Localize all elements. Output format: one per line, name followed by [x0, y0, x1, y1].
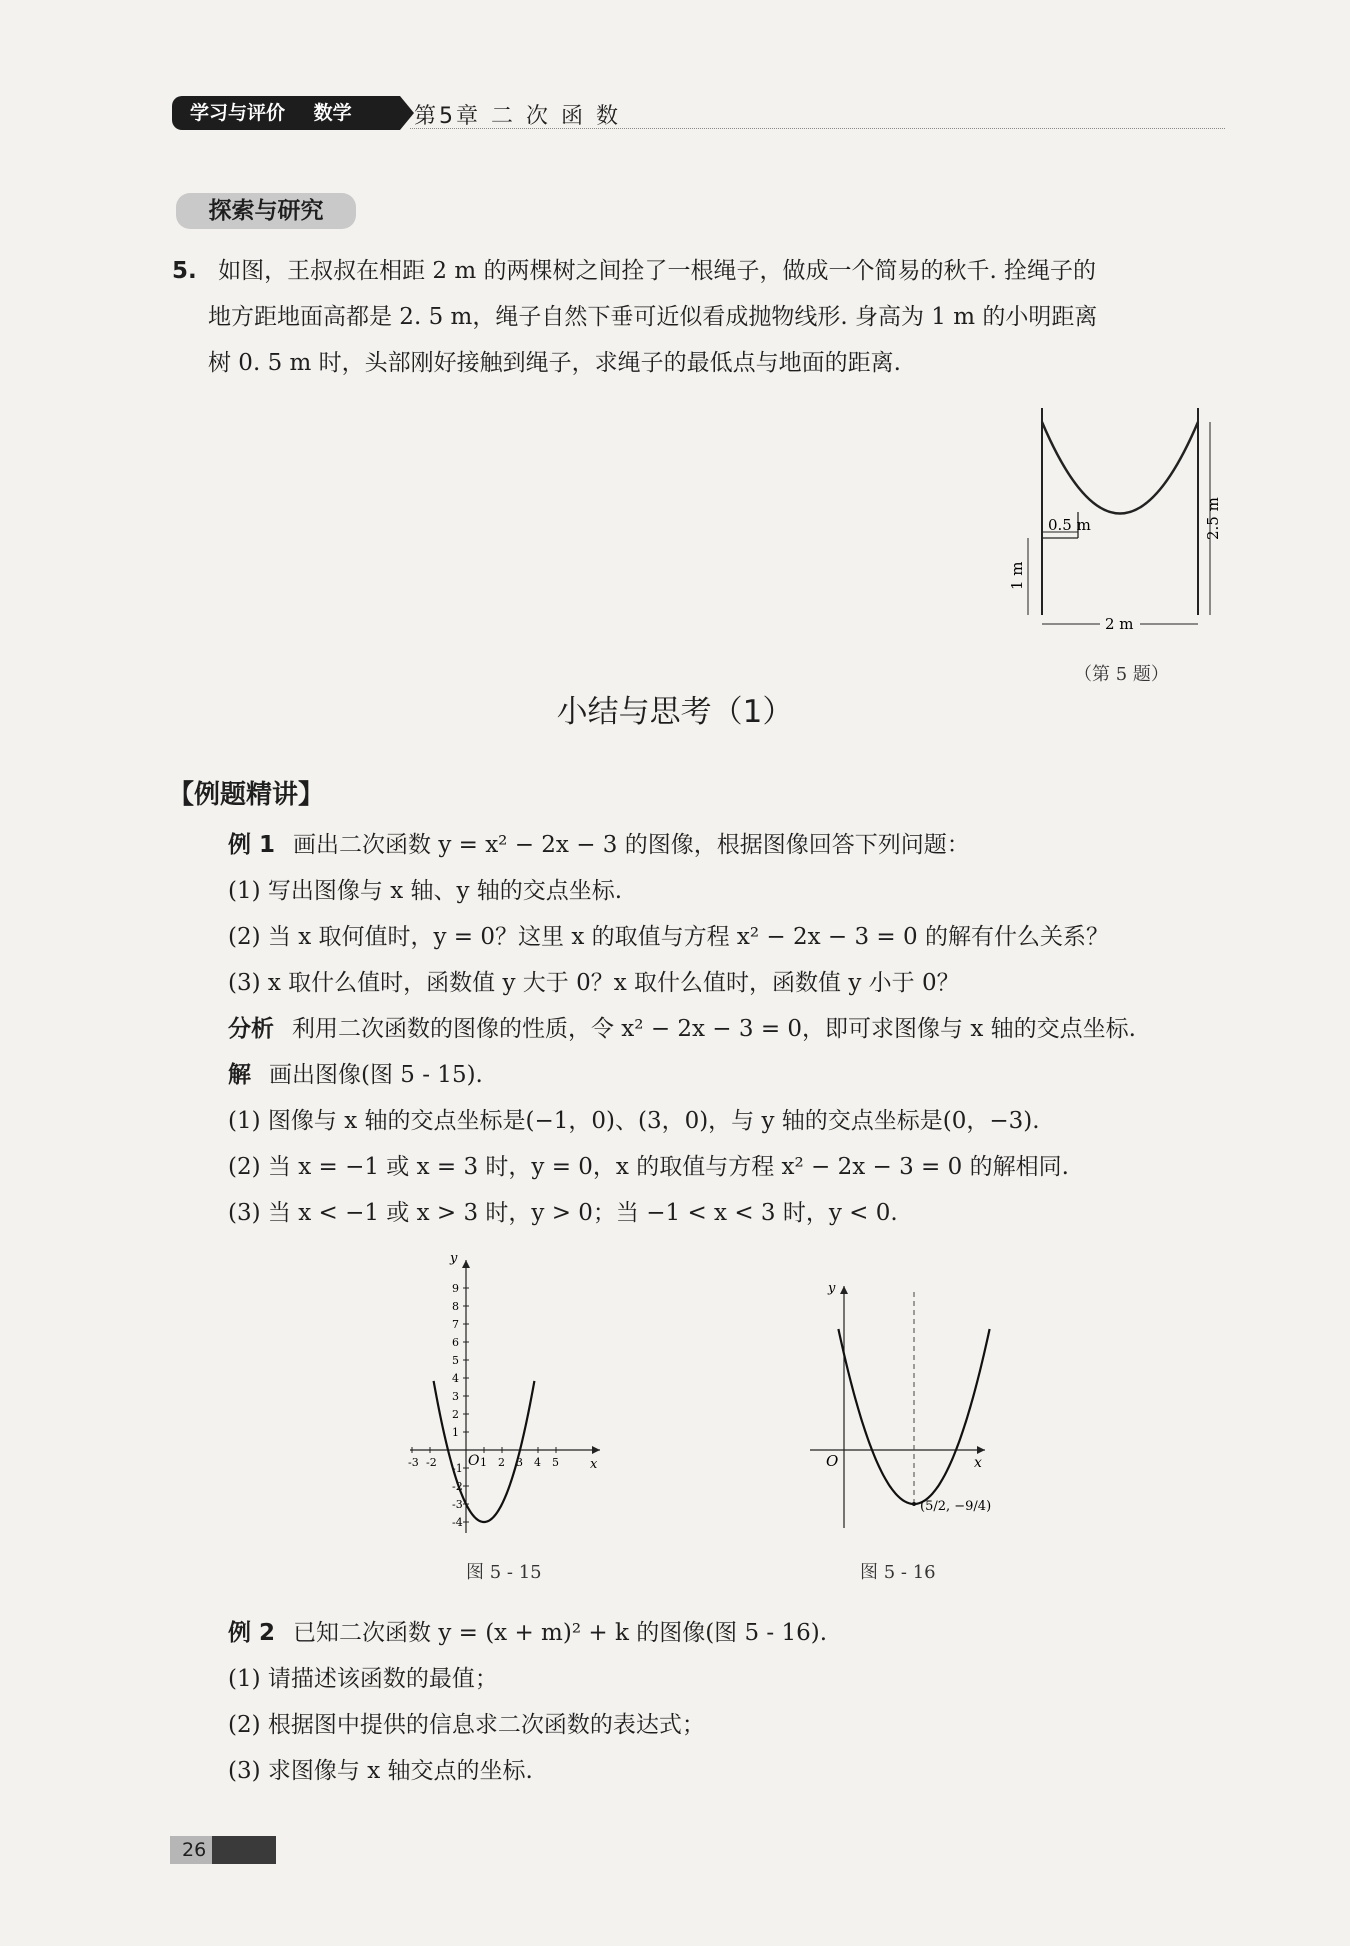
origin-label: O [468, 1453, 480, 1469]
x-tick-label: 1 [480, 1456, 487, 1469]
x-tick-label: 3 [516, 1456, 523, 1469]
fig5-caption: （第 5 题） [1074, 664, 1169, 685]
x-axis-label: x [590, 1457, 598, 1472]
ex1-label: 例 1 [228, 832, 276, 858]
y-tick-label: 4 [452, 1372, 459, 1385]
chapter-title: 第5章 二 次 函 数 [414, 104, 621, 129]
y-tick-label: 8 [452, 1300, 459, 1313]
figure-5-15 [400, 1248, 620, 1538]
dim-05-label: 0.5 m [1048, 516, 1091, 534]
figure-5-16 [800, 1278, 1000, 1538]
vertex-point [912, 1502, 916, 1506]
ex2-question-text: 已知二次函数 y = (x + m)² + k 的图像(图 5 - 16). [293, 1620, 828, 1646]
problem-5-line1 [172, 248, 1096, 294]
x-tick-label: -3 [408, 1456, 419, 1469]
y-tick-label: 3 [452, 1390, 459, 1403]
header-badge-arrow [400, 96, 414, 130]
y-axis-arrow [462, 1260, 470, 1268]
y-axis-label: y [450, 1251, 458, 1266]
ex1-a3: (3) 当 x < −1 或 x > 3 时，y > 0；当 −1 < x < 3 时，y < 0. [228, 1200, 898, 1226]
header-badge [172, 96, 400, 130]
header-divider [410, 128, 1225, 129]
x-axis-arrow [977, 1446, 985, 1454]
analysis-text: 利用二次函数的图像的性质，令 x² − 2x − 3 = 0，即可求图像与 x 轴的交点坐标. [292, 1016, 1136, 1042]
y-tick-label: 1 [452, 1426, 459, 1439]
y-tick-label: -1 [452, 1462, 463, 1475]
x-tick-label: -2 [426, 1456, 437, 1469]
ex1-solution [228, 1052, 483, 1098]
fig516-caption: 图 5 - 16 [860, 1562, 936, 1583]
y-axis-arrow [840, 1286, 848, 1294]
y-tick-label: 5 [452, 1354, 459, 1367]
y-tick-label: 9 [452, 1282, 459, 1295]
problem-5-text1: 如图，王叔叔在相距 2 m 的两棵树之间拴了一根绳子，做成一个简易的秋千. 拴绳子的 [218, 258, 1097, 284]
dim-1-label: 1 m [1008, 561, 1026, 590]
section-tag: 探索与研究 [176, 193, 356, 229]
problem-5-line2: 地方距地面高都是 2. 5 m，绳子自然下垂可近似看成抛物线形. 身高为 1 m 的小明距离 [208, 304, 1098, 330]
y-tick-label: 2 [452, 1408, 459, 1421]
summary-title: 小结与思考（1） [556, 694, 794, 730]
dim-2-label: 2 m [1105, 615, 1134, 633]
ex1-question [228, 822, 970, 868]
ex2-q1: (1) 请描述该函数的最值； [228, 1666, 498, 1692]
ex2-q2: (2) 根据图中提供的信息求二次函数的表达式； [228, 1712, 705, 1738]
y-axis-label: y [828, 1281, 836, 1296]
x-axis-arrow [592, 1446, 600, 1454]
y-tick-label: -3 [452, 1498, 463, 1511]
ex2-q3: (3) 求图像与 x 轴交点的坐标. [228, 1758, 533, 1784]
ex1-q1: (1) 写出图像与 x 轴、y 轴的交点坐标. [228, 878, 623, 904]
y-tick-label: 6 [452, 1336, 459, 1349]
ex2-question [228, 1610, 827, 1656]
ex2-label: 例 2 [228, 1620, 276, 1646]
ex1-a1: (1) 图像与 x 轴的交点坐标是(−1，0)、(3，0)，与 y 轴的交点坐标是(0，−3). [228, 1108, 1040, 1134]
problem-number: 5. [172, 258, 197, 284]
y-tick-label: -4 [452, 1516, 463, 1529]
ex1-q3: (3) x 取什么值时，函数值 y 大于 0？x 取什么值时，函数值 y 小于 0？ [228, 970, 960, 996]
fig515-caption: 图 5 - 15 [466, 1562, 542, 1583]
x-tick-label: 2 [498, 1456, 505, 1469]
swing-figure [1010, 400, 1240, 640]
rope-parabola [1042, 422, 1198, 514]
solution-label: 解 [228, 1062, 251, 1088]
dim-25-label: 2.5 m [1204, 497, 1222, 540]
x-axis-label: x [974, 1455, 982, 1471]
origin-label: O [826, 1452, 839, 1470]
solution-text: 画出图像(图 5 - 15). [269, 1062, 483, 1088]
y-tick-label: -2 [452, 1480, 463, 1493]
examples-heading: 【例题精讲】 [168, 780, 325, 810]
book-title: 学习与评价 [190, 102, 286, 124]
ex1-q2: (2) 当 x 取何值时，y = 0？这里 x 的取值与方程 x² − 2x − 3 = 0 的解有什么关系？ [228, 924, 1109, 950]
subject-title: 数学 [313, 102, 352, 124]
x-tick-label: 4 [534, 1456, 541, 1469]
ex1-analysis [228, 1006, 1136, 1052]
page-number: 26 [170, 1836, 276, 1864]
x-tick-label: 5 [552, 1456, 559, 1469]
analysis-label: 分析 [228, 1016, 274, 1042]
ex1-question-text: 画出二次函数 y = x² − 2x − 3 的图像，根据图像回答下列问题： [293, 832, 970, 858]
y-tick-label: 7 [452, 1318, 459, 1331]
problem-5-line3: 树 0. 5 m 时，头部刚好接触到绳子，求绳子的最低点与地面的距离. [208, 350, 901, 376]
vertex-label: (5/2, −9/4) [920, 1499, 992, 1514]
ex1-a2: (2) 当 x = −1 或 x = 3 时，y = 0，x 的取值与方程 x² − 2x − 3 = 0 的解相同. [228, 1154, 1069, 1180]
